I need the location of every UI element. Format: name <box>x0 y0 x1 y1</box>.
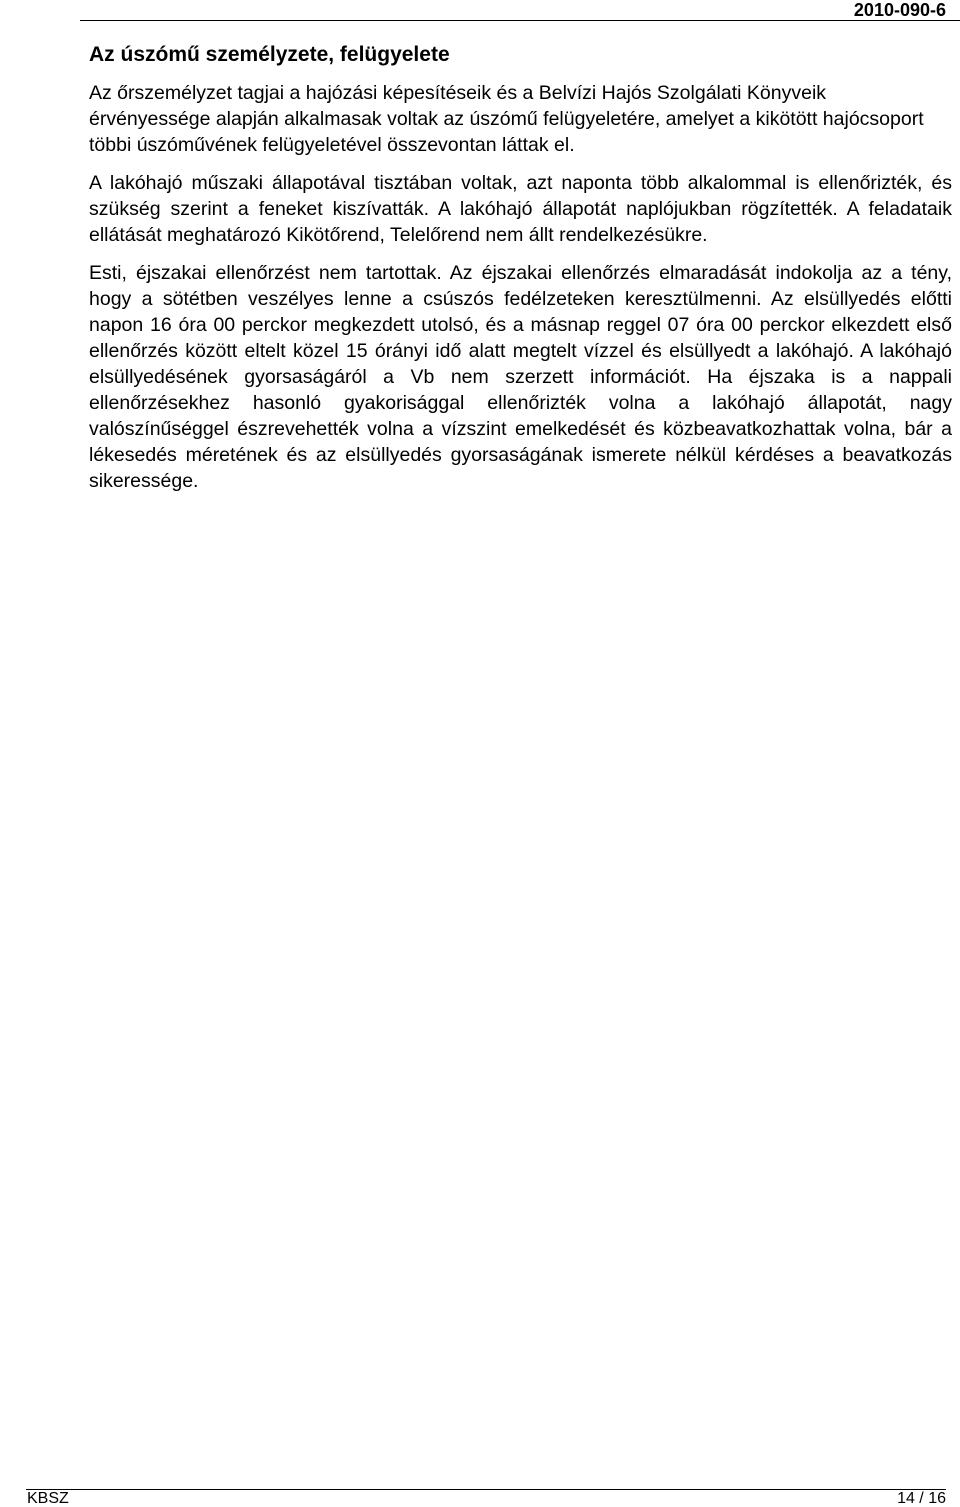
paragraph-crew-qualification: Az őrszemélyzet tagjai a hajózási képesítéseik és a Belvízi Hajós Szolgálati Könyveik érvényessége alapján alkalmasak voltak az úszómű felügyeletére, amelyet a kikötött hajócsoport többi úszóművének felügyeletével összevontan láttak el. <box>89 82 924 156</box>
footer-organization: KBSZ <box>27 1490 69 1507</box>
document-number: 2010-090-6 <box>853 0 946 20</box>
section-title: Az úszómű személyzete, felügyelete <box>89 43 450 66</box>
footer-page-number: 14 / 16 <box>897 1490 946 1507</box>
document-body <box>89 40 952 494</box>
paragraph-technical-condition: A lakóhajó műszaki állapotával tisztában voltak, azt naponta több alkalommal is ellenőrizték, és szükség szerint a feneket kiszívatták. A lakóhajó állapotát naplójukban rögzítették. A feladataik ellátását meghatározó Kikötőrend, Telelőrend nem állt rendelkezésükre. <box>89 172 952 246</box>
paragraph-night-inspection: Esti, éjszakai ellenőrzést nem tartottak. Az éjszakai ellenőrzés elmaradását indokolja az a tény, hogy a sötétben veszélyes lenne a csúszós fedélzeteken keresztülmenni. Az elsüllyedés előtti napon 16 óra 00 perckor megkezdett utolsó, és a másnap reggel 07 óra 00 perckor elkezdett első ellenőrzés között eltelt közel 15 órányi idő alatt megtelt vízzel és elsüllyedt a lakóhajó. A lakóhajó elsüllyedésének gyorsaságáról a Vb nem szerzett információt. Ha éjszaka is a nappali ellenőrzésekhez hasonló gyakorisággal ellenőrizték volna a lakóhajó állapotát, nagy valószínűséggel észrevehették volna a vízszint emelkedését és közbeavatkozhattak volna, bár a lékesedés méretének és az elsüllyedés gyorsaságának ismerete nélkül kérdéses a beavatkozás sikeressége. <box>89 262 952 492</box>
header-rule <box>80 20 960 21</box>
footer-rule <box>26 1489 946 1490</box>
